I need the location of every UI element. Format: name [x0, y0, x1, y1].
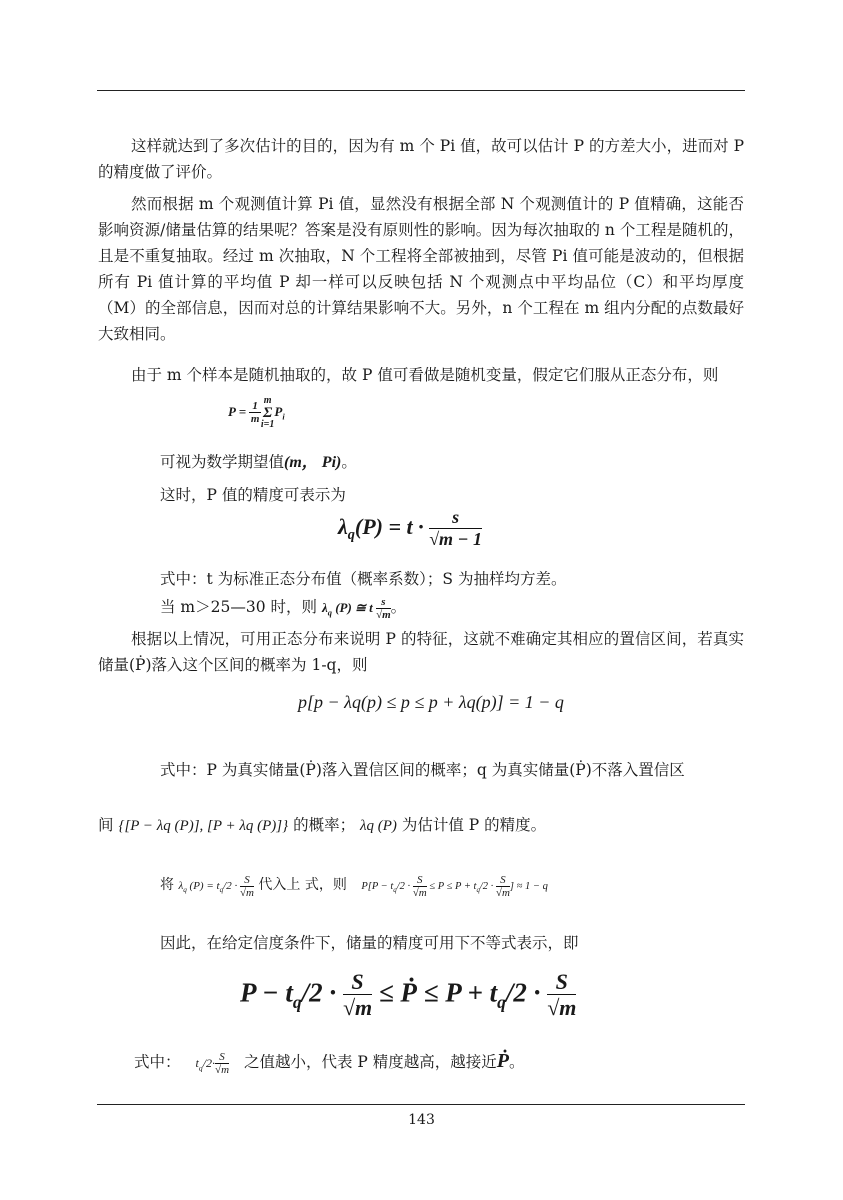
paragraph-3: 由于 m 个样本是随机抽取的，故 P 值可看做是随机变量，假定它们服从正态分布，则 [131, 366, 719, 384]
paragraph-2: 然而根据 m 个观测值计算 Pi 值，显然没有根据全部 N 个观测值计的 P 值精确，这能否影响资源/储量估算的结果呢？答案是没有原则性的影响。因为每次抽取的 n 个工程是随机的，且是不重复抽取。经过 m 次抽取，N 个工程将全部被抽到，尽管 Pi 值可能是波动的，但根据所有 Pi 值计算的平均值 P 却一样可以反映包括 N 个观测点中平均品位（C）和平均厚度（M）的全部信息，因而对总的计算结果影响不大。另外，n 个工程在 m 组内分配的点数最好大致相同。 [98, 195, 744, 343]
header-rule [97, 90, 745, 91]
paragraph-10-text: 间 [98, 816, 114, 834]
paragraph-5: 这时，P 值的精度可表示为 [160, 486, 346, 504]
paragraph-7 [160, 594, 806, 626]
paragraph-11-mid: 代入上 式，则 [258, 877, 347, 893]
paragraph-7-end: 。 [390, 598, 407, 616]
paragraph-12: 因此，在给定信度条件下，储量的精度可用下不等式表示，即 [160, 934, 579, 952]
paragraph-7-text: 当 m＞25—30 时，则 [160, 598, 317, 616]
equation-precision: $\lambda_q(P) = t$ · $\frac{s}{√m - 1}$ [338, 507, 482, 549]
footer-rule [97, 1104, 745, 1105]
equation-term: $t_q/2\cdot$ $\frac{S}{√m}$ [195, 1051, 230, 1077]
p-dot-symbol: Ṗ [496, 1050, 509, 1072]
paragraph-4 [160, 449, 806, 476]
equation-confidence: p[p − λq(p) ≤ p ≤ p + λq(p)] = 1 − q [298, 692, 564, 712]
equation-subst-result: $P[P - t_q/2$ · $\frac{S}{√m}$ ≤ $P \le P + t_q/2$ · $\frac{S}{√m}$ ] ≈ 1 − q [361, 873, 548, 899]
paragraph-1: 这样就达到了多次估计的目的，因为有 m 个 Pi 值，故可以估计 P 的方差大小，进而对 P 的精度做了评价。 [98, 137, 744, 181]
equation-approx: $\lambda_q$ (P) ≅ t $\frac{s}{√m}$ [321, 596, 391, 622]
expectation-math: (m， Pi) [284, 454, 342, 471]
paragraph-13-mid: 之值越小，代表 P 精度越高，越接近 [243, 1053, 497, 1071]
paragraph-10-mid: 的概率； [293, 816, 356, 834]
paragraph-13 [134, 1048, 780, 1081]
page-number: 143 [408, 1112, 435, 1128]
equation-final: $P - t_q/2$ · $\frac{S}{√m}$ ≤ Ṗ ≤ $P + t_q/2$ · $\frac{S}{√m}$ [240, 969, 577, 1021]
paragraph-6: 式中：t 为标准正态分布值（概率系数）；S 为抽样均方差。 [160, 570, 567, 588]
paragraph-10-end: 为估计值 P 的精度。 [401, 816, 547, 834]
equation-mean: P = $\frac{1}{m}$ m Σ i=1 $P_i$ [228, 395, 285, 430]
equation-lambda: λq (P) [360, 818, 397, 834]
paragraph-4-text: 可视为数学期望值 [160, 453, 285, 471]
paragraph-9: 式中：P 为真实储量(Ṗ)落入置信区间的概率；q 为真实储量(Ṗ)不落入置信区 [160, 761, 685, 779]
paragraph-13-text: 式中： [134, 1053, 181, 1071]
paragraph-4-end: 。 [341, 453, 357, 471]
paragraph-11 [160, 872, 806, 904]
paragraph-8: 根据以上情况，可用正态分布来说明 P 的特征，这就不难确定其相应的置信区间，若真实储量(Ṗ)落入这个区间的概率为 1-q，则 [98, 630, 744, 674]
paragraph-11-text: 将 [160, 877, 174, 893]
equation-subst: $\lambda_q$ $(P) = t_q/2$ · $\frac{S}{√m}$ [178, 873, 254, 899]
equation-interval: {[P − λq (P)], [P + λq (P)]} [118, 818, 289, 834]
paragraph-10 [98, 812, 744, 839]
paragraph-13-end: 。 [508, 1053, 525, 1071]
